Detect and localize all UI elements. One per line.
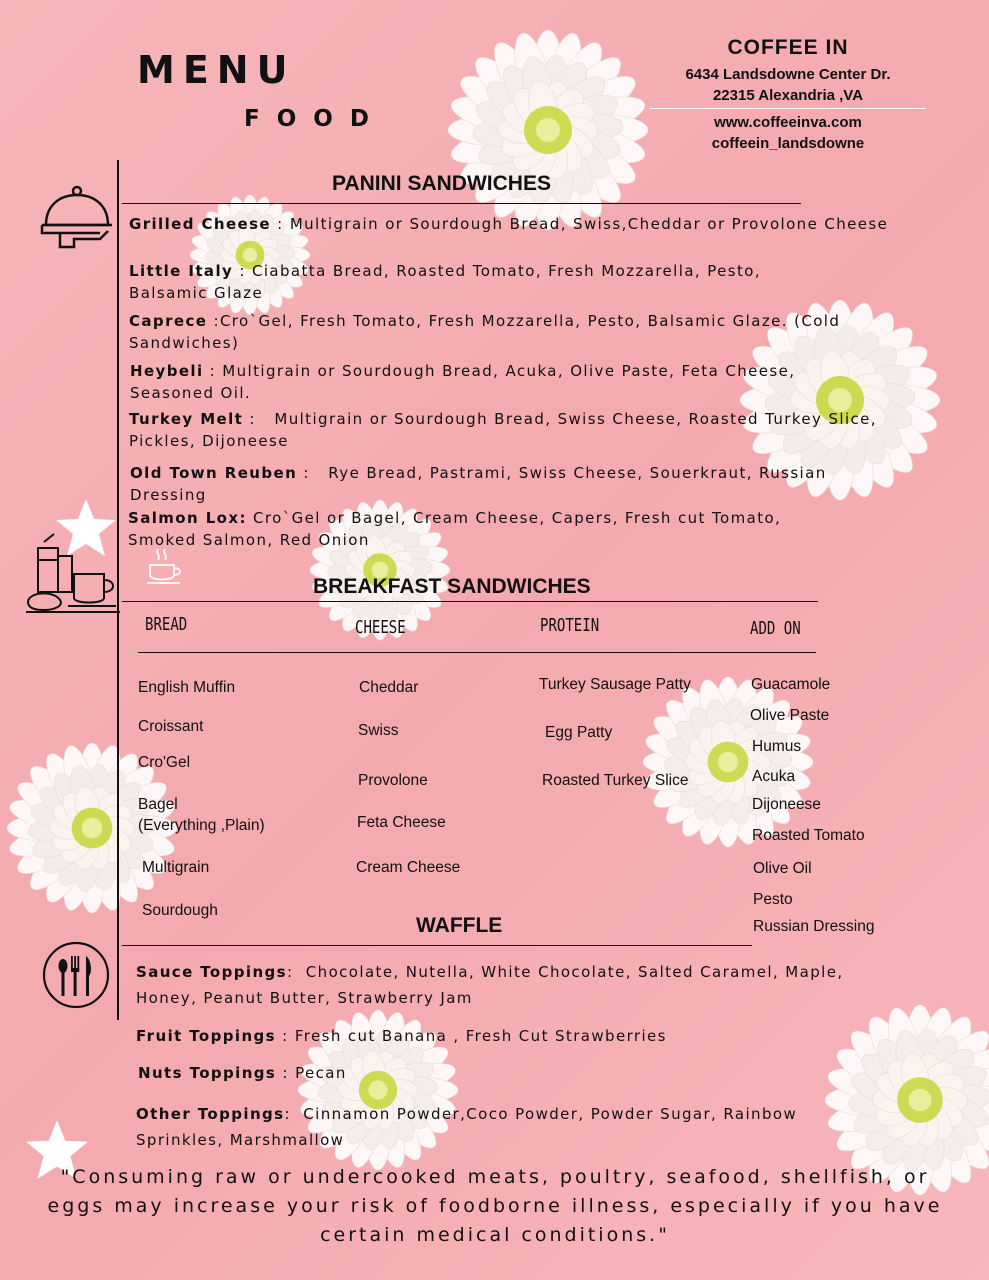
panini-title: PANINI SANDWICHES (332, 172, 551, 195)
protein-option: Roasted Turkey Slice (542, 772, 689, 789)
flower-decoration (638, 672, 818, 852)
cheese-option: Feta Cheese (357, 814, 446, 831)
addon-option: Roasted Tomato (752, 827, 865, 844)
food-safety-disclaimer: "Consuming raw or undercooked meats, poultry, seafood, shellfish, or eggs may increase your risk of foodborne illness, especially if you have certain medical conditions." (47, 1166, 943, 1246)
shop-info (650, 36, 926, 154)
bread-option: Sourdough (142, 902, 218, 919)
addon-option: Humus (752, 738, 802, 755)
protein-option: Turkey Sausage Patty (539, 676, 691, 693)
bread-option: English Muffin (138, 679, 236, 696)
addon-option: Olive Oil (753, 860, 812, 877)
bread-option: Croissant (138, 718, 204, 735)
waffle-item: Fruit Toppings : Fresh cut Banana , Fresh Cut Strawberries (136, 1027, 667, 1045)
cheese-option: Cheddar (359, 679, 419, 696)
col-head-cheese: CHEESE (355, 617, 406, 638)
address-line1: 6434 Landsdowne Center Dr. (685, 66, 891, 83)
addon-option: Dijoneese (752, 796, 821, 813)
panini-rule (122, 203, 801, 204)
addon-option: Russian Dressing (753, 918, 875, 935)
col-head-addon: ADD ON (750, 618, 801, 639)
panini-item: Little Italy : Ciabatta Bread, Roasted Tomato, Fresh Mozzarella, Pesto, Balsamic Glaze (129, 262, 762, 302)
bread-option-note: (Everything ,Plain) (138, 817, 265, 834)
col-head-protein: PROTEIN (540, 615, 600, 636)
breakfast-rule-bottom (138, 652, 816, 653)
address-line2: 22315 Alexandria ,VA (712, 87, 864, 104)
breakfast-icon (24, 530, 128, 616)
addon-option: Acuka (752, 768, 796, 785)
cheese-option: Cream Cheese (356, 859, 461, 876)
website: www.coffeeinva.com (714, 114, 862, 131)
waffle-item: Other Toppings: Cinnamon Powder,Coco Powder, Powder Sugar, Rainbow Sprinkles, Marshmallow (136, 1105, 798, 1149)
social-handle: coffeein_landsdowne (711, 135, 865, 152)
panini-item: Caprece :Cro`Gel, Fresh Tomato, Fresh Mozzarella, Pesto, Balsamic Glaze. (Cold Sandwiches) (129, 312, 841, 352)
cutlery-icon (41, 940, 111, 1010)
waffle-rule (122, 945, 752, 946)
cheese-option: Provolone (358, 772, 428, 789)
cheese-option: Swiss (358, 722, 399, 739)
panini-item: Salmon Lox: Cro`Gel or Bagel, Cream Cheese, Capers, Fresh cut Tomato, Smoked Salmon, Red Onion (128, 509, 782, 549)
shop-name: COFFEE IN (727, 36, 849, 59)
addon-option: Pesto (753, 891, 793, 908)
addon-option: Olive Paste (750, 707, 830, 724)
col-head-bread: BREAD (145, 614, 188, 635)
cloche-icon (40, 183, 114, 251)
panini-item: Grilled Cheese : Multigrain or Sourdough Bread, Swiss,Cheddar or Provolone Cheese (129, 215, 889, 233)
protein-option: Egg Patty (545, 724, 613, 741)
menu-title: MENU (137, 48, 296, 92)
breakfast-rule-top (122, 601, 818, 602)
panini-item: Heybeli : Multigrain or Sourdough Bread, Acuka, Olive Paste, Feta Cheese, Seasoned Oil. (130, 362, 796, 402)
waffle-title: WAFFLE (416, 914, 503, 937)
waffle-item: Nuts Toppings : Pecan (138, 1064, 347, 1082)
bread-option: Cro'Gel (138, 754, 191, 771)
bread-option: Bagel (138, 796, 178, 813)
waffle-item: Sauce Toppings: Chocolate, Nutella, White Chocolate, Salted Caramel, Maple, Honey, Peanut Butter, Strawberry Jam (136, 963, 844, 1007)
bread-option: Multigrain (142, 859, 210, 876)
breakfast-title: BREAKFAST SANDWICHES (313, 575, 591, 598)
addon-option: Guacamole (751, 676, 831, 693)
header-divider (650, 108, 926, 109)
coffee-cup-icon (146, 547, 188, 587)
food-subtitle: FOOD (244, 106, 386, 132)
panini-item: Old Town Reuben : Rye Bread, Pastrami, Swiss Cheese, Souerkraut, Russian Dressing (130, 464, 827, 504)
panini-item: Turkey Melt : Multigrain or Sourdough Bread, Swiss Cheese, Roasted Turkey Slice, Pickles, Dijoneese (129, 410, 877, 450)
